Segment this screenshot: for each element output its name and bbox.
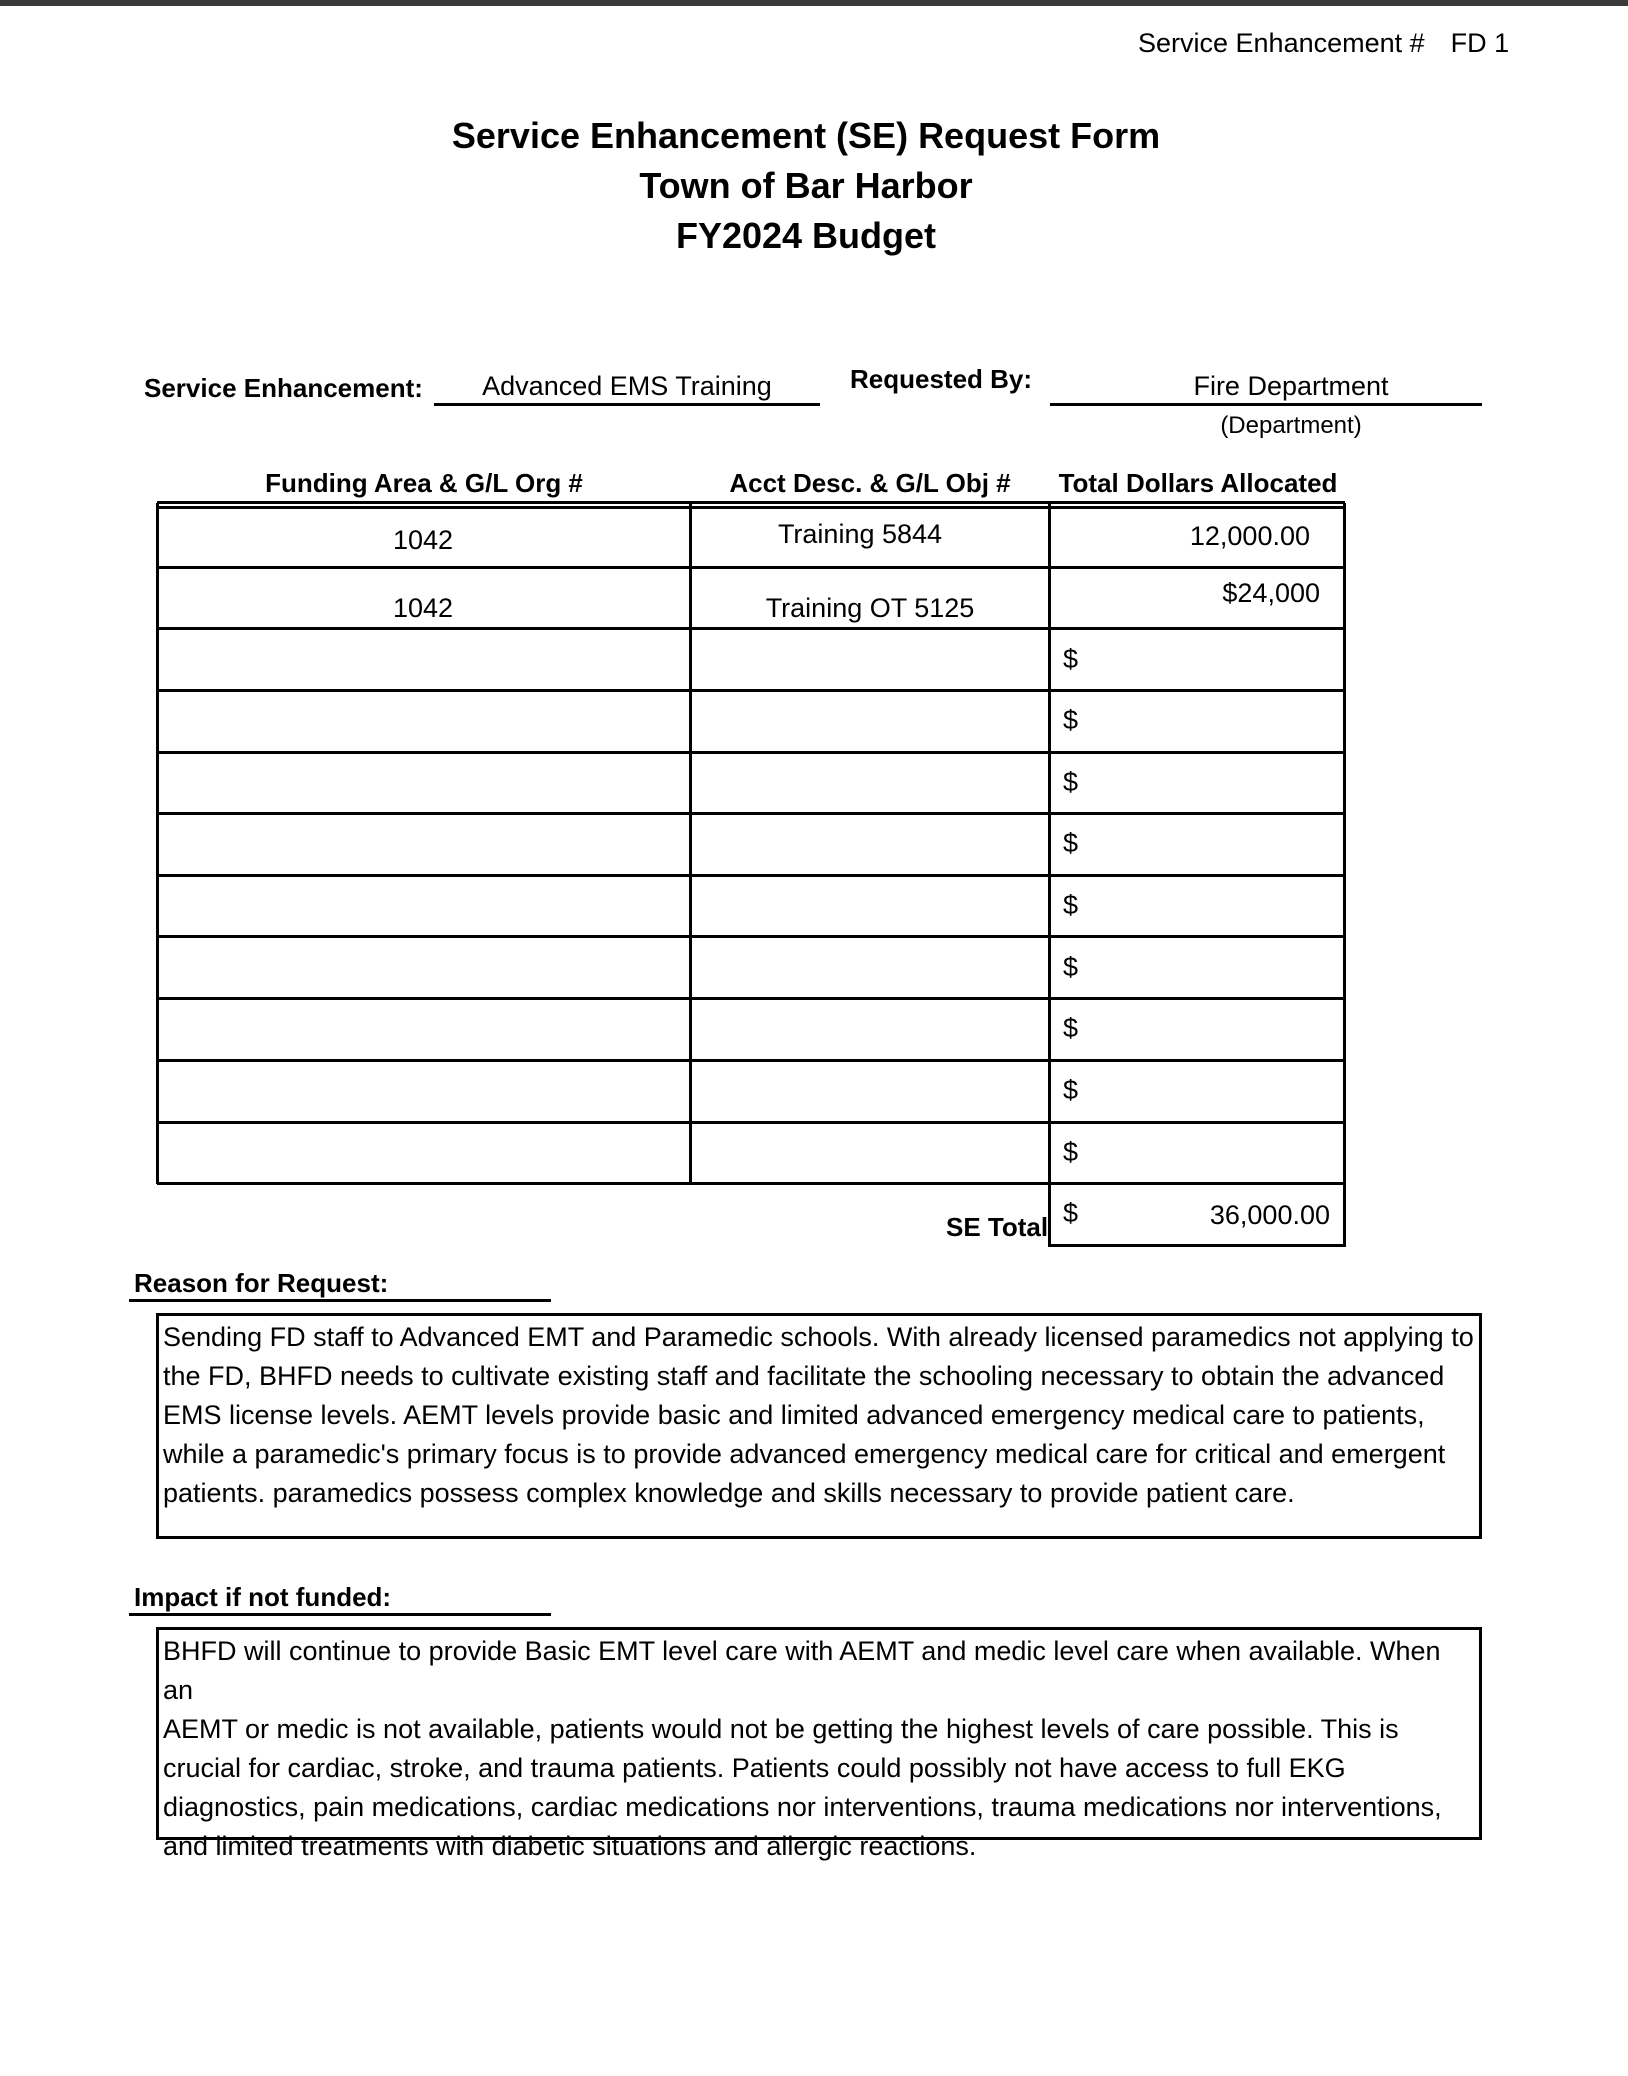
reason-line: Sending FD staff to Advanced EMT and Paramedic schools. With already licensed paramedics not applying to bbox=[163, 1322, 1474, 1352]
department-caption: (Department) bbox=[1220, 412, 1362, 439]
table-row-line bbox=[157, 935, 1345, 938]
dollar-sign: $ bbox=[1063, 828, 1079, 858]
reason-text-box bbox=[156, 1313, 1482, 1539]
table-row-line bbox=[157, 751, 1345, 754]
table-row-2-desc: Training OT 5125 bbox=[765, 593, 975, 623]
table-row-line bbox=[157, 627, 1345, 630]
table-row-line bbox=[157, 1121, 1345, 1124]
impact-line: crucial for cardiac, stroke, and trauma patients. Patients could possibly not have access to full EKG bbox=[163, 1753, 1346, 1783]
table-row-line bbox=[157, 689, 1345, 692]
reason-line: while a paramedic's primary focus is to provide advanced emergency medical care for critical and emergent bbox=[163, 1439, 1446, 1469]
table-bottom-border bbox=[157, 1182, 1345, 1185]
dollar-sign: $ bbox=[1063, 952, 1079, 982]
table-row-line bbox=[157, 874, 1345, 877]
impact-line: diagnostics, pain medications, cardiac medications nor interventions, trauma medications nor interventions, bbox=[163, 1792, 1442, 1822]
reason-label: Reason for Request: bbox=[134, 1268, 389, 1298]
column-header-total-dollars: Total Dollars Allocated bbox=[1058, 468, 1338, 498]
se-total-dollar-sign: $ bbox=[1063, 1198, 1079, 1228]
dollar-sign: $ bbox=[1063, 767, 1079, 797]
dollar-sign: $ bbox=[1063, 1013, 1079, 1043]
table-row-2-amount: $24,000 bbox=[1222, 578, 1320, 608]
requested-by-underline bbox=[1050, 403, 1482, 406]
se-total-label: SE Total bbox=[946, 1212, 1049, 1242]
dollar-sign: $ bbox=[1063, 705, 1079, 735]
requested-by-label: Requested By: bbox=[850, 364, 1033, 394]
table-right-border bbox=[1343, 503, 1346, 1247]
column-header-acct-desc: Acct Desc. & G/L Obj # bbox=[729, 468, 1011, 498]
impact-label: Impact if not funded: bbox=[134, 1582, 392, 1612]
dollar-sign: $ bbox=[1063, 1137, 1079, 1167]
se-number-label: Service Enhancement # bbox=[1138, 28, 1425, 58]
reason-line: the FD, BHFD needs to cultivate existing staff and facilitate the schooling necessary to obtain the advanced bbox=[163, 1361, 1445, 1391]
impact-label-underline bbox=[129, 1613, 551, 1616]
table-row-line bbox=[157, 997, 1345, 1000]
town-name: Town of Bar Harbor bbox=[639, 165, 973, 206]
se-total-value: 36,000.00 bbox=[1209, 1200, 1330, 1230]
table-row-line bbox=[157, 566, 1345, 569]
table-row-1-org: 1042 bbox=[392, 525, 454, 555]
reason-label-underline bbox=[129, 1299, 551, 1302]
reason-line: EMS license levels. AEMT levels provide basic and limited advanced emergency medical care to patients, bbox=[163, 1400, 1425, 1430]
service-enhancement-value: Advanced EMS Training bbox=[482, 371, 772, 401]
budget-year: FY2024 Budget bbox=[675, 215, 937, 256]
impact-line: AEMT or medic is not available, patients would not be getting the highest levels of care possible. This is bbox=[163, 1714, 1399, 1744]
se-number-value: FD 1 bbox=[1450, 28, 1510, 58]
table-top-border-double bbox=[157, 506, 1345, 509]
service-enhancement-label: Service Enhancement: bbox=[144, 373, 423, 403]
table-row-1-amount: 12,000.00 bbox=[1189, 521, 1310, 551]
table-row-line bbox=[157, 1059, 1345, 1062]
form-title: Service Enhancement (SE) Request Form bbox=[451, 115, 1161, 156]
dollar-sign: $ bbox=[1063, 890, 1079, 920]
requested-by-value: Fire Department bbox=[1193, 371, 1389, 401]
table-row-line bbox=[157, 812, 1345, 815]
table-top-border bbox=[157, 501, 1345, 504]
dollar-sign: $ bbox=[1063, 644, 1079, 674]
reason-line: patients. paramedics possess complex knowledge and skills necessary to provide patient care. bbox=[163, 1478, 1295, 1508]
se-number bbox=[1138, 28, 1509, 59]
impact-text-box bbox=[156, 1627, 1482, 1861]
table-row-2-org: 1042 bbox=[392, 593, 454, 623]
window-top-border bbox=[0, 0, 1628, 6]
service-enhancement-underline bbox=[434, 403, 820, 406]
table-row-1-desc: Training 5844 bbox=[777, 519, 943, 549]
total-row-bottom-border bbox=[1048, 1244, 1345, 1247]
impact-line: and limited treatments with diabetic situations and allergic reactions. bbox=[163, 1831, 977, 1861]
dollar-sign: $ bbox=[1063, 1075, 1079, 1105]
impact-line: BHFD will continue to provide Basic EMT level care with AEMT and medic level care when available. When an bbox=[163, 1636, 1441, 1705]
column-header-funding-area: Funding Area & G/L Org # bbox=[265, 468, 583, 498]
